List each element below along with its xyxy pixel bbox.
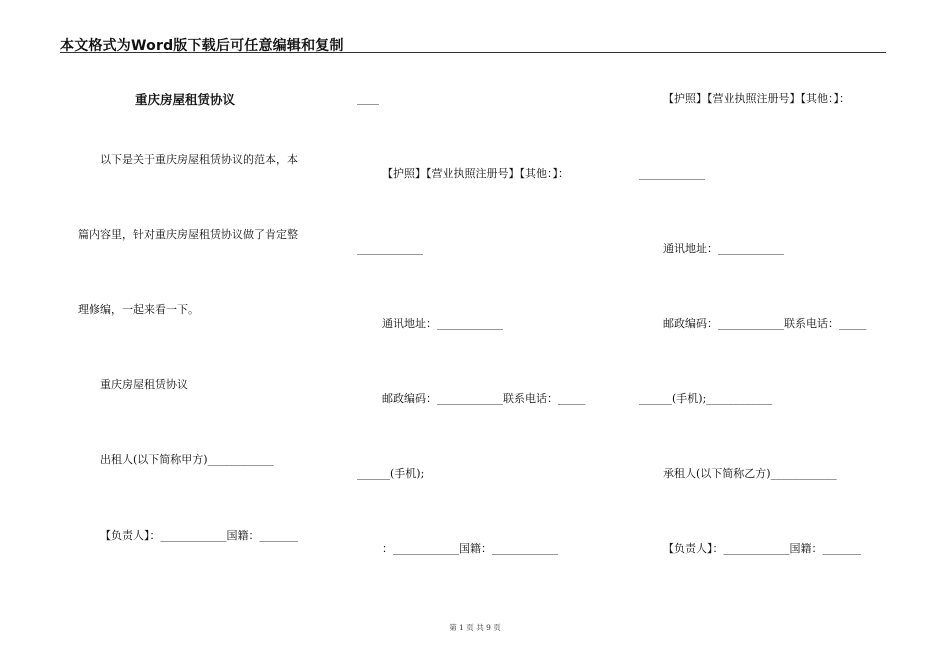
header-divider xyxy=(60,52,886,53)
lessee-responsible-line: 【负责人】：____________国籍：_______ xyxy=(663,542,861,555)
col3-blank: ____________ xyxy=(639,167,705,180)
lessee-line: 承租人(以下简称乙方)____________ xyxy=(663,467,837,480)
contract-subtitle: 重庆房屋租赁协议 xyxy=(100,378,188,391)
col2-nationality: ：____________国籍：____________ xyxy=(382,542,558,555)
intro-line-2: 篇内容里，针对重庆房屋租赁协议做了肯定整 xyxy=(78,228,298,241)
col2-blank-top: ____ xyxy=(357,92,379,105)
document-header-title: 本文格式为Word版下载后可任意编辑和复制 xyxy=(60,38,344,54)
col3-postcode-phone: 邮政编码：____________联系电话：_____ xyxy=(663,317,867,330)
intro-line-1: 以下是关于重庆房屋租赁协议的范本，本 xyxy=(100,153,298,166)
col3-mobile: ______(手机);____________ xyxy=(639,392,773,405)
col2-blank-mid: ____________ xyxy=(357,242,423,255)
col3-id-types: 【护照】【营业执照注册号】【其他：】： xyxy=(663,92,850,105)
col2-mobile: ______(手机); xyxy=(357,467,425,480)
lessor-responsible-line: 【负责人】：____________国籍：_______ xyxy=(100,529,298,542)
col2-postcode-phone: 邮政编码：____________联系电话：_____ xyxy=(382,392,586,405)
contract-title: 重庆房屋租赁协议 xyxy=(135,92,236,107)
col2-id-types: 【护照】【营业执照注册号】【其他：】： xyxy=(382,167,569,180)
page-number: 第 1 页 共 9 页 xyxy=(449,623,501,632)
intro-line-3: 理修编，一起来看一下。 xyxy=(78,303,199,316)
col2-address: 通讯地址：____________ xyxy=(382,317,503,330)
lessor-line: 出租人(以下简称甲方)____________ xyxy=(100,453,274,466)
col3-address: 通讯地址：____________ xyxy=(663,242,784,255)
